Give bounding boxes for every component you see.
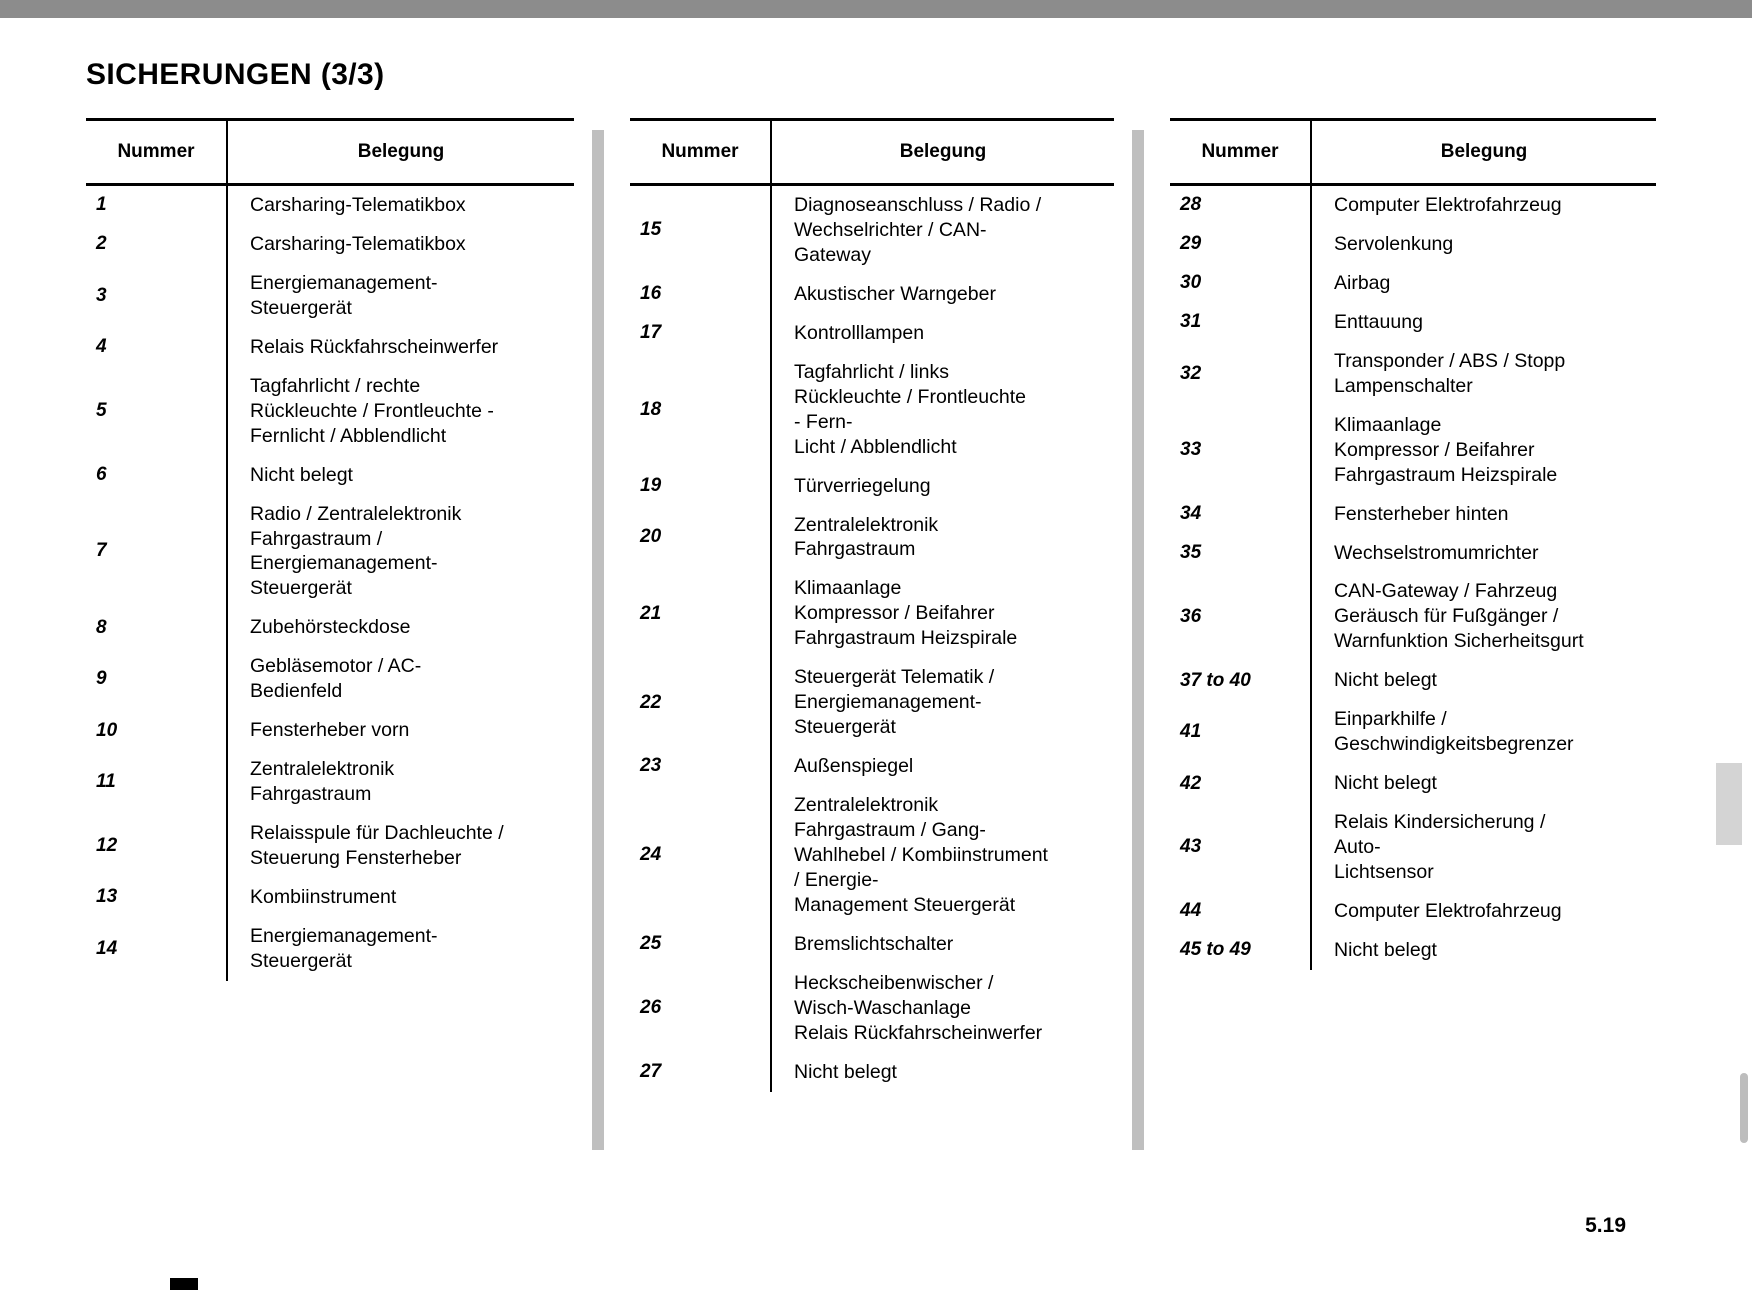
table-row (630, 925, 1114, 964)
table-row (1170, 264, 1656, 303)
fuse-number: 34 (1170, 495, 1311, 534)
table-row (630, 1053, 1114, 1092)
fuse-number: 45 to 49 (1170, 931, 1311, 970)
table-row (1170, 803, 1656, 892)
table-row (630, 275, 1114, 314)
fuse-number: 15 (630, 185, 771, 275)
fuse-assignment: Transponder / ABS / Stopp Lampenschalter (1334, 349, 1566, 397)
fuse-number: 17 (630, 314, 771, 353)
fuse-number: 33 (1170, 406, 1311, 495)
fuse-assignment: Energiemanagement- Steuergerät (250, 271, 438, 319)
table-header-row (1170, 120, 1656, 185)
table-row (86, 225, 574, 264)
fuse-number: 22 (630, 658, 771, 747)
fuse-assignment: Relais Kindersicherung / Auto- Lichtsensor (1334, 811, 1546, 884)
table-row (1170, 534, 1656, 573)
fuse-assignment: Einparkhilfe / Geschwindigkeitsbegrenzer (1334, 708, 1574, 756)
table-row (1170, 225, 1656, 264)
table-row (1170, 342, 1656, 406)
table-row (630, 786, 1114, 925)
fuse-table-1 (86, 118, 574, 981)
table-row (630, 569, 1114, 658)
fuse-assignment: Nicht belegt (250, 463, 353, 486)
fuse-assignment: Nicht belegt (794, 1060, 897, 1083)
fuse-number: 24 (630, 786, 771, 925)
fuse-table-3 (1170, 118, 1656, 970)
table-row (86, 878, 574, 917)
fuse-number: 7 (86, 495, 227, 609)
fuse-assignment: Zubehörsteckdose (250, 616, 411, 639)
fuse-assignment: Fensterheber vorn (250, 719, 410, 742)
table-row (630, 658, 1114, 747)
table-row (630, 747, 1114, 786)
fuse-assignment: Klimaanlage Kompressor / Beifahrer Fahrgastraum Heizspirale (794, 577, 1018, 650)
fuse-assignment: Tagfahrlicht / rechte Rückleuchte / Frontleuchte - Fernlicht / Abblendlicht (250, 374, 494, 447)
fuse-assignment: CAN-Gateway / Fahrzeug Geräusch für Fußgänger / Warnfunktion Sicherheitsgurt (1334, 580, 1584, 653)
fuse-assignment: Kombiinstrument (250, 886, 397, 909)
column-header-number: Nummer (86, 120, 227, 185)
table-row (86, 814, 574, 878)
table-row (86, 917, 574, 981)
table-row (86, 495, 574, 609)
fuse-assignment: Heckscheibenwischer / Wisch-Waschanlage Relais Rückfahrscheinwerfer (794, 971, 1043, 1044)
document-page (0, 18, 1708, 1290)
fuse-number: 14 (86, 917, 227, 981)
table-row (1170, 764, 1656, 803)
table-row (1170, 892, 1656, 931)
fuse-assignment: Computer Elektrofahrzeug (1334, 900, 1562, 923)
table-row (630, 506, 1114, 570)
fuse-number: 6 (86, 456, 227, 495)
fuse-assignment: Zentralelektronik Fahrgastraum (250, 758, 395, 806)
scrollbar-thumb[interactable] (1740, 1073, 1748, 1143)
fuse-assignment: Kontrolllampen (794, 321, 925, 344)
fuse-assignment: Diagnoseanschluss / Radio / Wechselrichter / CAN- Gateway (794, 194, 1042, 266)
table-row (630, 964, 1114, 1053)
fuse-assignment: Servolenkung (1334, 232, 1454, 255)
fuse-assignment: Zentralelektronik Fahrgastraum (794, 513, 939, 561)
viewer-top-bar (0, 0, 1752, 18)
table-row (1170, 931, 1656, 970)
fuse-number: 37 to 40 (1170, 661, 1311, 700)
fuse-assignment: Enttauung (1334, 310, 1423, 333)
page-edge-mark (170, 1278, 198, 1290)
table-header-row (630, 120, 1114, 185)
fuse-number: 35 (1170, 534, 1311, 573)
table-row (1170, 661, 1656, 700)
fuse-number: 27 (630, 1053, 771, 1092)
fuse-number: 5 (86, 367, 227, 456)
fuse-assignment: Nicht belegt (1334, 772, 1437, 795)
fuse-assignment: Steuergerät Telematik / Energiemanagement- Steuergerät (794, 666, 995, 739)
fuse-number: 41 (1170, 700, 1311, 764)
fuse-number: 1 (86, 185, 227, 225)
fuse-number: 31 (1170, 303, 1311, 342)
table-row (630, 314, 1114, 353)
column-header-number: Nummer (1170, 120, 1311, 185)
table-row (86, 367, 574, 456)
fuse-number: 32 (1170, 342, 1311, 406)
table-row (1170, 700, 1656, 764)
fuse-tables-container (86, 118, 1666, 1092)
fuse-number: 23 (630, 747, 771, 786)
fuse-assignment: Wechselstromumrichter (1334, 541, 1539, 564)
fuse-number: 16 (630, 275, 771, 314)
fuse-assignment: Akustischer Warngeber (794, 282, 996, 305)
table-row (86, 185, 574, 225)
fuse-table-2-body (630, 185, 1114, 1092)
fuse-number: 36 (1170, 572, 1311, 661)
fuse-assignment: Zentralelektronik Fahrgastraum / Gang- Wahlhebel / Kombiinstrument / Energie- Management Steuergerät (794, 794, 1048, 916)
table-row (86, 711, 574, 750)
fuse-number: 4 (86, 328, 227, 367)
table-row (630, 353, 1114, 467)
table-row (630, 185, 1114, 275)
fuse-assignment: Klimaanlage Kompressor / Beifahrer Fahrgastraum Heizspirale (1334, 413, 1558, 486)
fuse-assignment: Radio / Zentralelektronik Fahrgastraum / Energiemanagement- Steuergerät (250, 502, 462, 600)
column-header-number: Nummer (630, 120, 771, 185)
fuse-assignment: Relais Rückfahrscheinwerfer (250, 335, 499, 358)
column-header-assignment: Belegung (1311, 120, 1656, 185)
table-row (1170, 303, 1656, 342)
fuse-assignment: Nicht belegt (1334, 669, 1437, 692)
vertical-scrollbar[interactable] (1708, 18, 1752, 1290)
table-row (86, 608, 574, 647)
fuse-assignment: Türverriegelung (794, 474, 931, 497)
fuse-number: 12 (86, 814, 227, 878)
table-row (1170, 406, 1656, 495)
table-row (1170, 495, 1656, 534)
fuse-number: 42 (1170, 764, 1311, 803)
table-row (86, 647, 574, 711)
fuse-assignment: Energiemanagement- Steuergerät (250, 924, 438, 972)
fuse-assignment: Computer Elektrofahrzeug (1334, 194, 1562, 216)
page-number: 5.19 (1585, 1214, 1626, 1237)
table-row (86, 750, 574, 814)
fuse-number: 21 (630, 569, 771, 658)
fuse-number: 28 (1170, 185, 1311, 225)
fuse-assignment: Fensterheber hinten (1334, 502, 1509, 525)
fuse-assignment: Carsharing-Telematikbox (250, 232, 466, 255)
fuse-number: 11 (86, 750, 227, 814)
fuse-assignment: Bremslichtschalter (794, 932, 954, 955)
fuse-table-2 (630, 118, 1114, 1092)
fuse-number: 25 (630, 925, 771, 964)
fuse-assignment: Gebläsemotor / AC- Bedienfeld (250, 655, 422, 703)
fuse-number: 10 (86, 711, 227, 750)
fuse-number: 2 (86, 225, 227, 264)
fuse-assignment: Carsharing-Telematikbox (250, 194, 466, 216)
fuse-number: 3 (86, 264, 227, 328)
fuse-assignment: Nicht belegt (1334, 938, 1437, 961)
page-title: SICHERUNGEN (3/3) (86, 58, 385, 91)
column-header-assignment: Belegung (227, 120, 574, 185)
fuse-number: 9 (86, 647, 227, 711)
fuse-assignment: Relaisspule für Dachleuchte / Steuerung Fensterheber (250, 822, 504, 870)
fuse-table-3-body (1170, 185, 1656, 970)
table-row (1170, 572, 1656, 661)
fuse-assignment: Tagfahrlicht / links Rückleuchte / Frontleuchte - Fern- Licht / Abblendlicht (794, 360, 1026, 458)
fuse-number: 43 (1170, 803, 1311, 892)
table-row (86, 456, 574, 495)
fuse-number: 18 (630, 353, 771, 467)
table-header-row (86, 120, 574, 185)
fuse-number: 13 (86, 878, 227, 917)
scrollbar-page-thumb[interactable] (1716, 763, 1742, 845)
table-row (86, 264, 574, 328)
fuse-assignment: Außenspiegel (794, 755, 914, 778)
fuse-number: 8 (86, 608, 227, 647)
fuse-assignment: Airbag (1334, 271, 1391, 294)
fuse-number: 30 (1170, 264, 1311, 303)
fuse-number: 19 (630, 467, 771, 506)
fuse-number: 29 (1170, 225, 1311, 264)
fuse-table-1-body (86, 185, 574, 981)
fuse-number: 26 (630, 964, 771, 1053)
table-row (1170, 185, 1656, 225)
table-row (86, 328, 574, 367)
table-row (630, 467, 1114, 506)
fuse-number: 44 (1170, 892, 1311, 931)
fuse-number: 20 (630, 506, 771, 570)
column-header-assignment: Belegung (771, 120, 1114, 185)
